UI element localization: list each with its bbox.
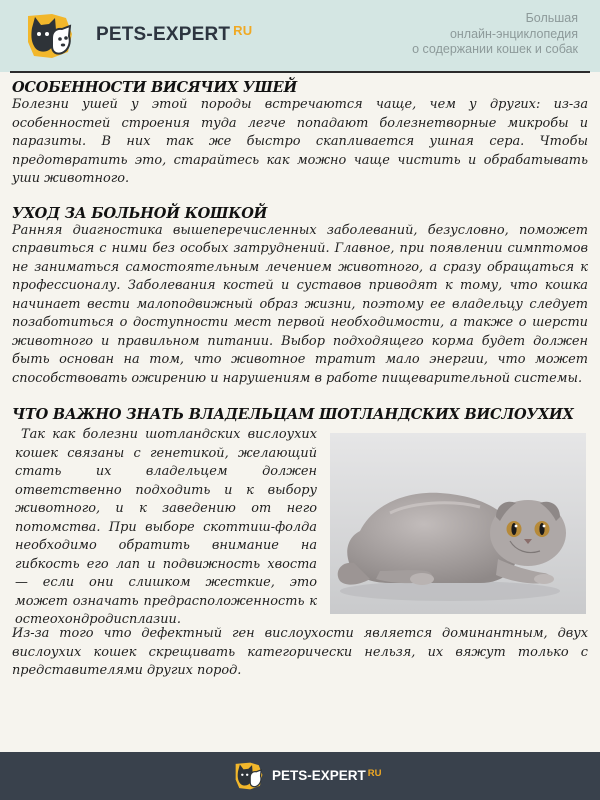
footer-brand-suffix: RU <box>367 768 382 779</box>
section-body-ears: Болезни ушей у этой породы встречаются чаще, чем у других: из-за особенностей строения туда легче попадают болезнетворные микробы и паразиты. В них так же быстро скапливается ушная сера. Чтобы предотвратить это, старайтесь как можно чаще чистить и обрабатывать уши животного. <box>12 97 588 186</box>
site-footer <box>0 752 600 800</box>
scottish-fold-cat-photo <box>330 433 586 614</box>
section-body-owners-info-continued: Из-за того что дефектный ген вислоухости является доминантным, двух вислоухих кошек скрещивать категорически нельзя, их вяжут только с представителями других пород. <box>12 626 588 678</box>
cat-and-dog-logo-icon[interactable] <box>22 8 78 64</box>
site-tagline: Большая онлайн-энциклопедия о содержании кошек и собак <box>412 11 578 56</box>
brand-suffix: RU <box>233 23 253 38</box>
footer-brand-name[interactable]: PETS-EXPERT $^{RU}$ <box>272 768 382 783</box>
footer-logo-icon[interactable] <box>232 759 266 793</box>
article-content <box>12 76 588 681</box>
section-body-sick-cat-care: Ранняя диагностика вышеперечисленных заболеваний, безусловно, поможет справиться с ними без особых затруднений. Главное, при появлении симптомов не заниматься самостоятельным лечением животного, а сразу обращаться к профессионалу. Заболевания костей и суставов приводят к тому, что кошка начинает вести малоподвижный образ жизни, поэтому ее владельцу следует позаботиться о доступности мест первой необходимости, а также о шерсти животного и правильном питании. Выбор подходящего корма будет должен быть основан на том, что животное тратит мало энергии, что может способствовать ожирению и нарушениям в работе пищеварительной системы. <box>12 222 588 386</box>
header-divider <box>10 71 590 73</box>
section-heading-owners-info: ЧТО ВАЖНО ЗНАТЬ ВЛАДЕЛЬЦАМ ШОТЛАНДСКИХ ВИСЛОУХИХ <box>12 406 574 423</box>
section-body-owners-info: Так как болезни шотландских вислоухих кошек связаны с генетикой, желающий стать их владельцем должен ответственно подходить и к выбору животного, и к заведению от него потомства. При выборе скоттиш-фолда необходимо обратить внимание на гибкость его лап и подвижность хвоста — если они слишком жесткие, это может означать предрасположенность к остеохондродисплазии. <box>15 427 317 627</box>
section-owners-info-block <box>12 426 588 627</box>
site-header <box>0 0 600 72</box>
section-heading-sick-cat-care: УХОД ЗА БОЛЬНОЙ КОШКОЙ <box>12 204 268 222</box>
section-heading-ears: ОСОБЕННОСТИ ВИСЯЧИХ УШЕЙ <box>12 79 297 96</box>
brand-name[interactable]: PETS-EXPERT $^{RU}$ <box>96 23 253 45</box>
